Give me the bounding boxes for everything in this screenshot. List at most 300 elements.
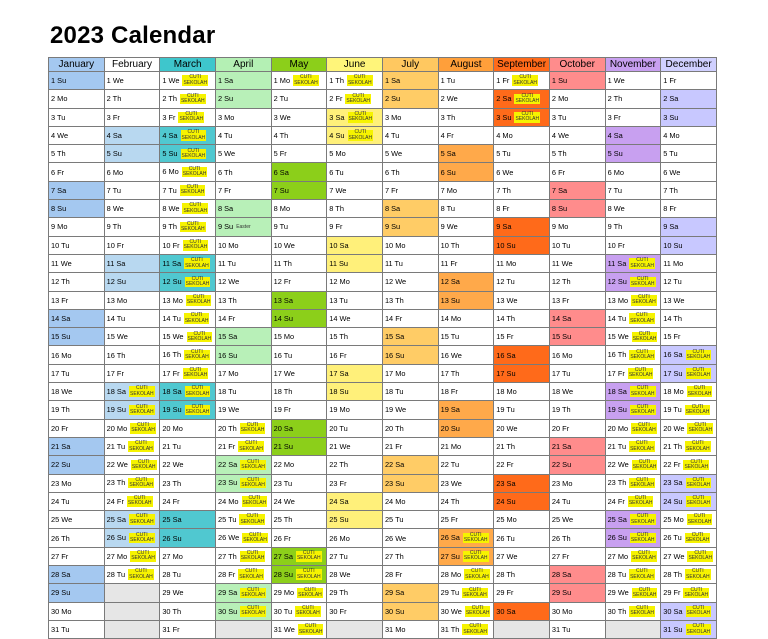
day-cell [49,401,105,419]
school-holiday-badge: CUTI SEKOLAH [687,513,712,525]
day-cell [327,90,383,108]
day-cell [104,181,160,199]
school-holiday-badge: CUTI SEKOLAH [185,348,209,361]
school-holiday-badge: CUTI SEKOLAH [685,568,710,580]
day-cell [605,126,661,144]
school-holiday-badge: CUTI SEKOLAH [463,550,488,562]
day-cell [215,383,271,401]
day-label: 14 Sa [51,313,71,323]
day-label: 8 Sa [217,204,234,214]
day-row-28 [49,566,717,584]
day-cell [382,291,438,309]
day-cell [382,401,438,419]
school-holiday-badge: CUTI SEKOLAH [630,275,655,287]
day-cell [104,566,160,584]
day-label: 12 Su [106,277,126,287]
day-label: 26 Th [551,533,571,543]
day-cell [49,602,105,620]
day-cell [549,419,605,437]
day-label: 8 Su [551,204,568,214]
school-holiday-badge: CUTI SEKOLAH [131,421,155,434]
school-holiday-badge: CUTI SEKOLAH [129,568,153,580]
day-cell [494,181,550,199]
day-cell [661,108,717,126]
day-cell [104,254,160,272]
day-label: 8 We [607,204,625,214]
day-label: 9 Th [162,222,177,232]
day-cell [215,437,271,455]
day-cell [549,401,605,419]
school-holiday-badge: CUTI SEKOLAH [131,550,155,562]
day-label: 13 Th [217,295,237,305]
day-cell [49,145,105,163]
day-cell [327,437,383,455]
day-label: 22 Su [551,460,572,470]
day-label: 27 Tu [329,551,348,561]
day-label: 6 Mo [106,167,124,177]
day-label: 31 Tu [51,625,70,635]
day-label: 28 Sa [51,570,71,580]
day-cell [605,200,661,218]
school-holiday-badge: CUTI SEKOLAH [241,458,265,470]
day-label: 26 Tu [663,533,682,543]
day-cell [49,200,105,218]
day-label: 17 Sa [329,368,349,378]
school-holiday-badge: CUTI SEKOLAH [129,513,154,525]
day-label: 13 Su [440,295,460,305]
day-label: 17 Su [496,368,516,378]
day-label: 7 Sa [551,185,568,195]
day-cell [382,145,438,163]
day-label: 5 Su [607,149,623,159]
day-cell [605,474,661,492]
day-label: 24 Tu [51,496,70,506]
day-row-5 [49,145,717,163]
day-cell [605,72,661,90]
day-cell [215,108,271,126]
day-label: 25 Sa [162,515,182,525]
day-label: 12 Fr [273,277,291,287]
day-label: 28 Fr [384,570,403,580]
day-cell [494,200,550,218]
day-cell [382,273,438,291]
day-cell [160,401,216,419]
day-label: 17 Mo [217,368,239,378]
day-cell [661,145,717,163]
school-holiday-badge: CUTI SEKOLAH [296,550,321,562]
day-label: 17 Fr [162,368,180,378]
day-cell [160,126,216,144]
day-label: 21 Th [496,442,516,452]
day-row-19 [49,401,717,419]
day-label: 1 Fr [496,75,510,85]
day-label: 6 Mo [162,167,179,177]
day-label: 28 Tu [106,569,126,579]
day-cell [382,346,438,364]
day-label: 25 Tu [384,515,404,525]
school-holiday-badge: CUTI SEKOLAH [294,74,318,86]
day-cell [661,254,717,272]
day-row-6 [49,163,717,181]
day-cell [215,511,271,529]
day-label: 2 Tu [273,94,289,104]
day-label: 21 Fr [217,441,236,451]
day-label: 21 Tu [607,441,627,451]
day-label: 22 Fr [496,460,514,470]
day-label: 26 Su [607,533,627,543]
school-holiday-badge: CUTI SEKOLAH [180,92,205,104]
day-cell [160,346,216,364]
day-label: 5 Tu [496,149,511,159]
day-cell [104,547,160,565]
school-holiday-badge: CUTI SEKOLAH [131,458,156,470]
day-cell [49,236,105,254]
day-cell [549,492,605,510]
day-label: 17 Th [440,368,460,378]
day-label: 16 Sa [496,350,516,360]
day-cell [104,163,160,181]
calendar-table [48,57,717,639]
day-label: 26 We [217,533,240,543]
day-cell [271,620,327,638]
day-cell [271,547,327,565]
day-cell [271,291,327,309]
day-row-4 [49,126,717,144]
day-cell [549,456,605,474]
day-label: 15 Fr [663,332,681,342]
day-label: 10 Mo [384,240,406,250]
day-label: 1 We [162,75,180,85]
day-cell [494,309,550,327]
day-cell [49,529,105,547]
day-cell [49,291,105,309]
day-label: 18 Tu [384,387,404,397]
empty-cell [104,620,160,638]
day-label: 23 Mo [51,478,72,488]
day-cell [605,584,661,602]
day-label: 23 Sa [663,478,683,488]
day-cell [382,254,438,272]
day-cell [215,273,271,291]
day-label: 18 Th [273,387,293,397]
day-row-15 [49,328,717,346]
day-cell [160,511,216,529]
day-row-9 [49,218,717,236]
day-cell [549,511,605,529]
school-holiday-badge: CUTI SEKOLAH [515,110,540,123]
day-row-7 [49,181,717,199]
day-label: 27 We [496,551,518,561]
day-label: 14 We [329,313,351,323]
day-cell [215,218,271,236]
day-label: 7 Mo [440,185,458,195]
day-cell [49,566,105,584]
day-label: 2 Mo [51,94,68,104]
school-holiday-badge: CUTI SEKOLAH [298,586,322,598]
day-label: 8 Sa [384,204,401,214]
day-cell [494,364,550,382]
day-row-20 [49,419,717,437]
school-holiday-badge: CUTI SEKOLAH [632,586,657,598]
day-cell [549,291,605,309]
school-holiday-badge: CUTI SEKOLAH [688,421,713,434]
day-label: 24 Su [496,496,516,506]
day-label: 26 We [384,533,407,543]
day-label: 26 Th [51,533,70,543]
day-label: 31 Su [663,624,683,634]
day-cell [160,419,216,437]
day-label: 28 Mo [440,569,462,579]
day-label: 14 Fr [217,313,236,323]
day-label: 7 Tu [106,185,122,195]
school-holiday-badge: CUTI SEKOLAH [242,495,267,507]
school-holiday-badge: CUTI SEKOLAH [181,147,206,159]
day-label: 11 Mo [496,259,517,269]
day-label: 2 Sa [663,94,679,104]
day-cell [160,254,216,272]
day-label: 18 We [51,387,73,397]
day-row-25 [49,511,717,529]
day-label: 22 We [162,460,184,470]
school-holiday-badge: CUTI SEKOLAH [127,495,152,507]
day-label: 4 Tu [217,131,233,140]
school-holiday-badge: CUTI SEKOLAH [185,275,210,287]
day-cell [104,126,160,144]
day-label: 18 We [551,387,574,397]
day-row-26 [49,529,717,547]
day-label: 9 Su [384,222,401,232]
day-label: 30 Sa [663,606,683,616]
day-cell [215,346,271,364]
day-cell [271,364,327,382]
day-cell [160,620,216,638]
day-cell [438,456,494,474]
day-label: 28 Th [663,569,682,579]
school-holiday-badge: CUTI SEKOLAH [686,623,711,635]
school-holiday-badge: CUTI SEKOLAH [630,312,654,324]
day-label: 10 Tu [51,240,70,250]
day-cell [215,456,271,474]
month-header-march: March [160,58,216,72]
day-label: 9 Tu [273,222,289,232]
day-cell [661,566,717,584]
day-cell [438,474,494,492]
day-label: 19 Su [607,405,627,415]
day-cell [160,566,216,584]
month-header-may: May [271,58,327,72]
day-label: 27 Mo [106,551,128,561]
day-cell [49,620,105,638]
day-label: 7 Su [273,185,289,195]
day-label: 13 Th [384,295,404,305]
day-label: 11 We [51,259,72,269]
day-cell [382,364,438,382]
day-cell [605,291,661,309]
day-label: 18 Mo [496,387,517,397]
day-cell [438,236,494,254]
day-label: 9 Mo [551,222,569,232]
day-label: 25 We [551,515,574,525]
day-cell [382,108,438,126]
day-cell [494,401,550,419]
school-holiday-badge: CUTI SEKOLAH [630,568,654,580]
day-cell [104,474,160,492]
day-cell [494,346,550,364]
day-label: 2 Th [162,94,177,104]
day-cell [49,584,105,602]
day-cell [549,273,605,291]
day-label: 8 Mo [273,204,291,214]
day-cell [160,364,216,382]
day-cell [49,328,105,346]
day-label: 23 Sa [496,478,516,488]
day-cell [104,383,160,401]
day-cell [271,566,327,584]
school-holiday-badge: CUTI SEKOLAH [465,568,489,580]
school-holiday-badge: CUTI SEKOLAH [348,110,373,123]
day-label: 1 Th [329,75,344,85]
day-label: 30 Mo [51,606,72,616]
day-row-11 [49,254,717,272]
day-label: 23 Fr [329,478,347,488]
school-holiday-badge: CUTI SEKOLAH [181,129,206,141]
day-cell [494,511,550,529]
day-label: 27 Mo [162,551,183,561]
day-label: 24 We [273,496,295,506]
day-row-8 [49,200,717,218]
day-cell [104,346,160,364]
day-cell [49,90,105,108]
school-holiday-badge: CUTI SEKOLAH [686,348,711,361]
day-cell [438,126,494,144]
day-label: 28 Tu [162,570,181,580]
day-label: 7 Th [663,185,678,195]
day-label: 3 We [273,112,291,122]
empty-cell [215,620,271,638]
day-cell [104,419,160,437]
day-label: 5 Mo [329,149,346,159]
day-cell [494,328,550,346]
day-label: 26 Tu [496,533,515,543]
day-label: 7 Fr [217,185,232,195]
day-label: 21 Th [663,441,682,451]
day-label: 10 Su [496,240,516,250]
day-cell [605,236,661,254]
day-label: 28 Tu [607,569,627,579]
day-label: 31 Fr [162,625,180,635]
day-cell [271,401,327,419]
day-label: 7 Tu [162,185,177,195]
day-cell [215,90,271,108]
day-label: 2 Th [607,94,623,104]
day-cell [438,291,494,309]
day-cell [661,309,717,327]
day-label: 21 Tu [106,441,126,451]
day-cell [160,328,216,346]
day-cell [327,145,383,163]
day-cell [271,163,327,181]
day-row-27 [49,547,717,565]
day-label: 19 Th [51,405,70,415]
day-label: 15 Sa [384,332,405,342]
day-label: 30 Mo [551,606,573,616]
school-holiday-badge: CUTI SEKOLAH [184,312,209,324]
day-cell [605,511,661,529]
day-cell [382,547,438,565]
day-cell [605,401,661,419]
day-cell [661,419,717,437]
day-cell [382,328,438,346]
day-cell [160,181,216,199]
day-cell [160,437,216,455]
day-cell [215,163,271,181]
day-cell [661,291,717,309]
day-cell [327,529,383,547]
day-label: 17 Su [663,368,683,378]
day-label: 13 Fr [551,295,570,305]
day-label: 10 Fr [106,240,124,250]
school-holiday-badge: CUTI SEKOLAH [187,330,212,342]
day-cell [494,218,550,236]
day-cell [215,547,271,565]
day-label: 12 Su [607,277,627,287]
day-cell [160,383,216,401]
event-label: Easter [236,223,251,230]
day-label: 19 Th [551,405,571,415]
day-label: 30 Th [607,606,627,616]
day-label: 29 We [607,588,629,598]
month-header-september: September [494,58,550,72]
day-label: 21 We [329,442,351,452]
day-label: 23 Th [106,478,126,488]
day-cell [327,364,383,382]
day-label: 28 We [329,570,351,580]
day-cell [215,236,271,254]
day-label: 20 Tu [329,423,348,433]
day-cell [494,456,550,474]
day-label: 12 Th [51,277,70,287]
day-label: 5 Fr [273,149,287,159]
day-cell [104,401,160,419]
day-cell [215,419,271,437]
day-label: 15 Sa [217,332,238,342]
day-cell [438,584,494,602]
day-cell [160,492,216,510]
day-label: 26 Su [162,533,182,543]
day-label: 3 Mo [217,112,235,122]
day-label: 7 Fr [384,185,399,195]
school-holiday-badge: CUTI SEKOLAH [630,257,654,269]
day-cell [494,163,550,181]
day-cell [605,309,661,327]
day-cell [382,437,438,455]
school-holiday-badge: CUTI SEKOLAH [239,568,263,580]
day-label: 8 Su [51,204,67,214]
day-cell [271,492,327,510]
day-cell [494,126,550,144]
day-cell [104,529,160,547]
day-cell [49,364,105,382]
day-label: 9 Sa [496,222,512,232]
day-cell [215,529,271,547]
school-holiday-badge: CUTI SEKOLAH [240,513,265,525]
day-label: 27 Fr [51,551,69,561]
day-row-29 [49,584,717,602]
day-cell [549,126,605,144]
day-cell [271,419,327,437]
day-cell [494,492,550,510]
day-cell [382,90,438,108]
